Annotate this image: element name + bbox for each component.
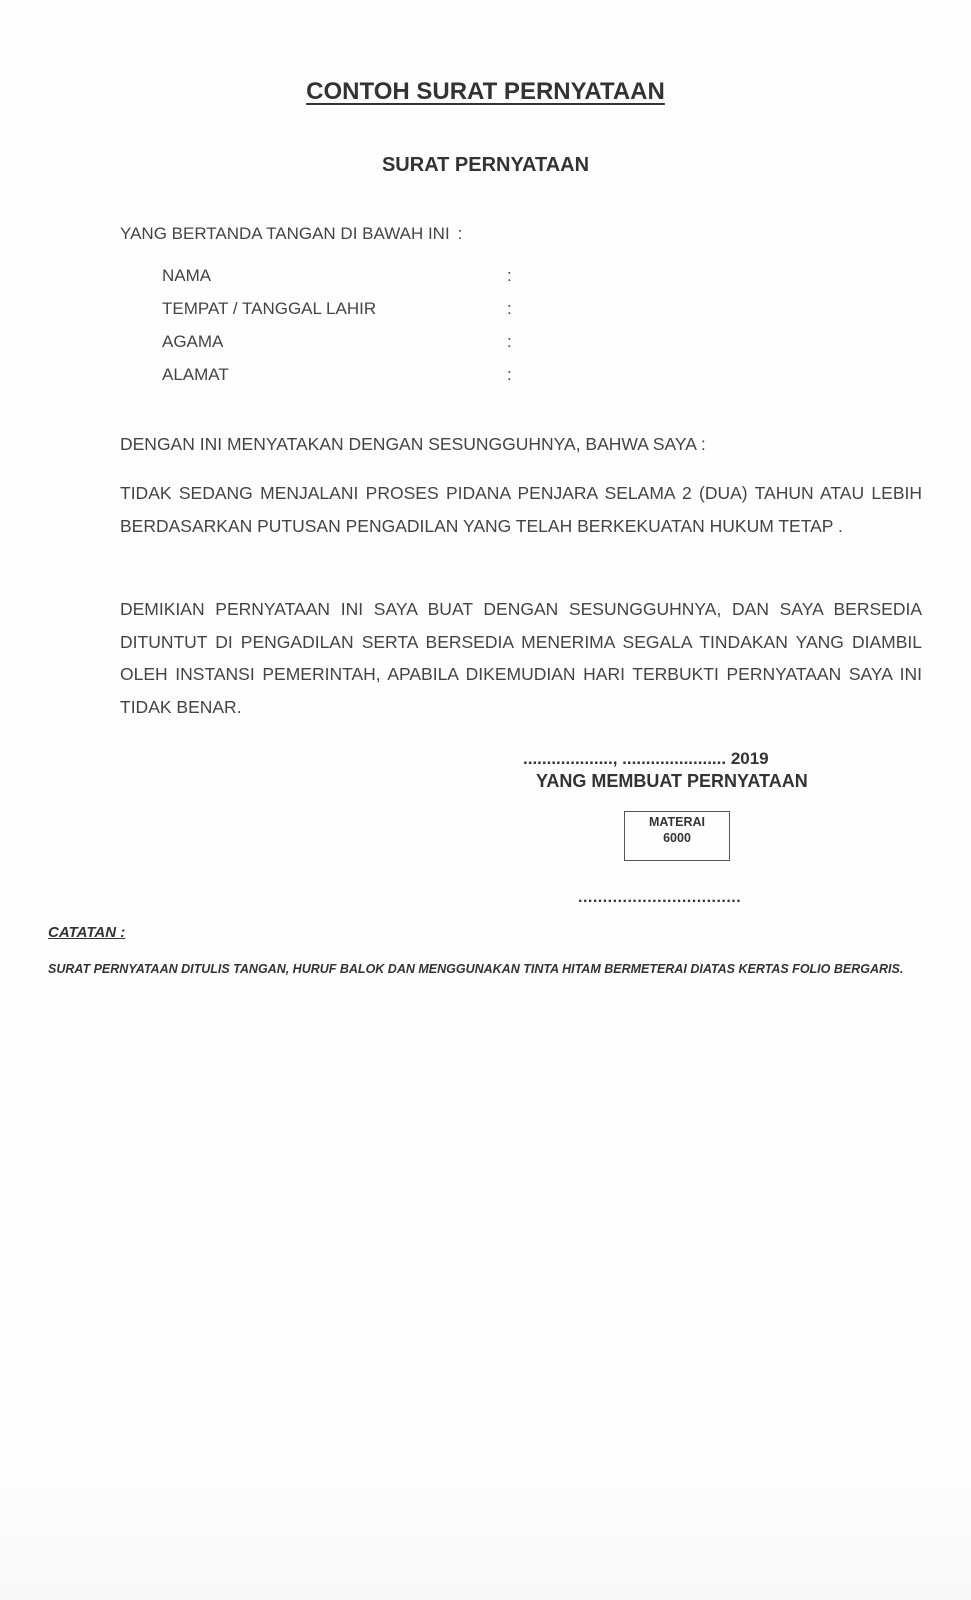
- materai-value: 6000: [663, 831, 691, 845]
- field-label: AGAMA: [162, 332, 224, 351]
- closing-paragraph: DEMIKIAN PERNYATAAN INI SAYA BUAT DENGAN SESUNGGUHNYA, DAN SAYA BERSEDIA DITUNTUT DI PENGADILAN SERTA BERSEDIA MENERIMA SEGALA TINDAKAN YANG DIAMBIL OLEH INSTANSI PEMERINTAH, APABILA DIKEMUDIAN HARI TERBUKTI PERNYATAAN SAYA INI TIDAK BENAR.: [120, 599, 922, 717]
- sub-title: SURAT PERNYATAAN: [381, 154, 590, 176]
- field-colon: :: [507, 332, 512, 351]
- scan-edge-shade: [0, 1480, 971, 1600]
- field-colon: :: [507, 299, 512, 318]
- field-row-alamat: [162, 365, 562, 398]
- field-colon: :: [507, 365, 512, 384]
- materai-label: MATERAI: [648, 815, 705, 829]
- signature-line: .................................: [578, 889, 742, 906]
- field-label: TEMPAT / TANGGAL LAHIR: [162, 299, 377, 318]
- field-label: NAMA: [162, 266, 212, 285]
- statement-paragraph: TIDAK SEDANG MENJALANI PROSES PIDANA PENJARA SELAMA 2 (DUA) TAHUN ATAU LEBIH BERDASARKAN PUTUSAN PENGADILAN YANG TELAH BERKEKUATAN HUKUM TETAP .: [120, 483, 922, 536]
- field-row-nama: [162, 266, 562, 299]
- field-colon: :: [507, 266, 512, 285]
- note-text: SURAT PERNYATAAN DITULIS TANGAN, HURUF BALOK DAN MENGGUNAKAN TINTA HITAM BERMETERAI DIATAS KERTAS FOLIO BERGARIS.: [48, 962, 904, 976]
- note-title: CATATAN :: [48, 924, 126, 941]
- signature-title: YANG MEMBUAT PERNYATAAN: [536, 771, 808, 791]
- intro-colon: :: [457, 224, 463, 243]
- intro-text: YANG BERTANDA TANGAN DI BAWAH INI: [120, 224, 450, 243]
- intro-line: [120, 224, 462, 244]
- main-title: [0, 78, 971, 106]
- main-title-text: CONTOH SURAT PERNYATAAN: [306, 78, 665, 105]
- field-label: ALAMAT: [162, 365, 229, 384]
- declaration-intro: DENGAN INI MENYATAKAN DENGAN SESUNGGUHNYA, BAHWA SAYA :: [120, 434, 706, 454]
- signature-place-date: ..................., ...................... 2019: [523, 749, 769, 768]
- field-row-agama: [162, 332, 562, 365]
- field-row-tempat-tanggal-lahir: [162, 299, 562, 332]
- identity-fields: [162, 266, 562, 398]
- materai-stamp-box: [624, 811, 730, 861]
